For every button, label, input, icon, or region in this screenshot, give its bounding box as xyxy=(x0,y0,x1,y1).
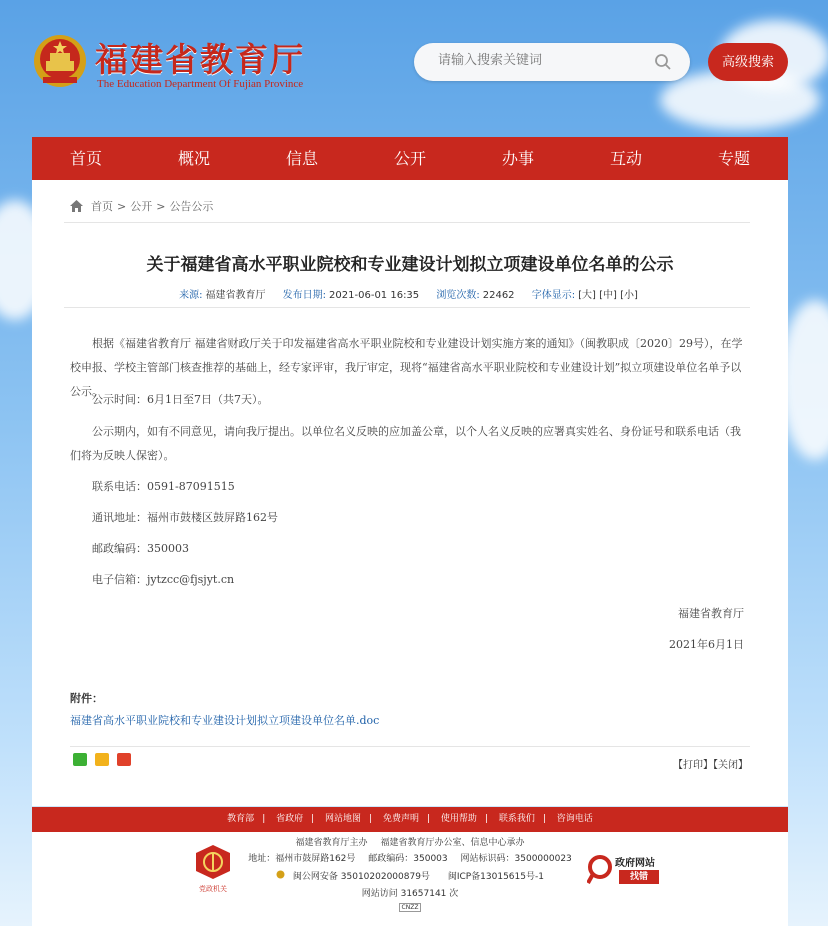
magnifier-icon xyxy=(587,852,615,886)
attachment-label: 附件： xyxy=(70,692,103,705)
share-bar xyxy=(73,753,131,766)
advanced-search-button[interactable]: 高级搜索 xyxy=(708,43,788,81)
search-input[interactable] xyxy=(436,52,650,69)
icp-record[interactable]: 闽ICP备13015615号-1 xyxy=(447,872,544,882)
attachment-link[interactable]: 福建省高水平职业院校和专业建设计划拟立项建设单位名单.doc xyxy=(70,714,380,727)
footer-link-province-gov[interactable]: 省政府 xyxy=(276,814,304,824)
article-title: 关于福建省高水平职业院校和专业建设计划拟立项建设单位名单的公示 xyxy=(146,255,674,275)
footer-separator: | xyxy=(542,814,546,824)
police-badge-icon xyxy=(276,870,285,879)
breadcrumb-home[interactable]: 首页 xyxy=(91,200,113,213)
footer-separator: | xyxy=(427,814,431,824)
source-label: 来源: xyxy=(179,290,203,301)
source-value: 福建省教育厅 xyxy=(205,290,266,301)
footer-address-line xyxy=(32,851,788,864)
footer-separator: | xyxy=(369,814,373,824)
footer-visits: 网站访问 31657141 次 xyxy=(361,889,459,899)
nav-topics[interactable]: 专题 xyxy=(717,149,750,168)
paragraph-intro: 根据《福建省教育厅 福建省财政厅关于印发福建省高水平职业院校和专业建设计划实施方案的通知》（闽教职成〔2020〕29号），在学校申报、学校主管部门核查推荐的基础上，经专家评审，我厅审定，现将“福建省高水平职业院校和专业建设计划”拟立项建设单位名单予以公示。 xyxy=(70,337,743,398)
footer-separator: | xyxy=(484,814,488,824)
cnzz-logo: CNZZ xyxy=(399,903,422,912)
gov-site-label: 政府网站 xyxy=(615,858,655,869)
nav-disclosure[interactable]: 公开 xyxy=(393,149,426,168)
sign-date: 2021年6月1日 xyxy=(669,638,744,651)
party-gov-label: 党政机关 xyxy=(199,885,227,893)
footer-separator: | xyxy=(311,814,315,824)
paragraph-period: 公示时间：6月1日至7日（共7天）。 xyxy=(92,393,269,406)
views-value: 22462 xyxy=(482,290,515,301)
site-title[interactable]: 福建省教育厅 xyxy=(95,40,305,79)
footer-site-id: 网站标识码：3500000023 xyxy=(460,854,572,864)
paragraph-objection: 公示期内，如有不同意见，请向我厅提出。以单位名义反映的应加盖公章，以个人名义反映的应署真实姓名、身份证号和联系电话（我们将为反映人保密）。 xyxy=(70,425,741,462)
nav-overview[interactable]: 概况 xyxy=(177,149,210,168)
date-value: 2021-06-01 16:35 xyxy=(329,290,420,301)
contact-phone: 联系电话：0591-87091515 xyxy=(92,480,235,493)
print-close-links[interactable]: 【打印】【关闭】 xyxy=(673,760,748,771)
footer-link-help[interactable]: 使用帮助 xyxy=(440,814,477,824)
breadcrumb-disclosure[interactable]: 公开 xyxy=(130,200,153,213)
footer-links xyxy=(32,807,788,832)
font-size-label: 字体显示: xyxy=(531,290,576,301)
nav-services[interactable]: 办事 xyxy=(501,149,534,168)
breadcrumb-notices[interactable]: 公告公示 xyxy=(169,200,214,213)
footer-undertaker: 福建省教育厅办公室、信息中心承办 xyxy=(380,838,525,848)
search-box[interactable] xyxy=(414,43,690,81)
views-label: 浏览次数: xyxy=(436,290,480,301)
footer-host: 福建省教育厅主办 xyxy=(295,838,368,848)
article-card xyxy=(32,180,788,806)
main-nav xyxy=(32,137,788,180)
site-subtitle-en: The Education Department Of Fujian Province xyxy=(97,78,304,90)
divider xyxy=(70,746,750,747)
footer-host-line xyxy=(32,835,788,848)
footer-link-moe[interactable]: 教育部 xyxy=(227,814,255,824)
find-error-label: 找错 xyxy=(619,870,659,884)
footer-separator: | xyxy=(262,814,266,824)
contact-postcode: 邮政编码：350003 xyxy=(92,542,189,555)
divider xyxy=(64,307,750,308)
breadcrumb xyxy=(70,198,213,214)
footer-info xyxy=(32,832,788,926)
contact-address: 通讯地址：福州市鼓楼区鼓屏路162号 xyxy=(92,511,278,524)
divider xyxy=(64,222,750,223)
home-icon[interactable] xyxy=(70,200,83,212)
date-label: 发布日期: xyxy=(282,290,327,301)
nav-home[interactable]: 首页 xyxy=(69,149,102,168)
breadcrumb-separator: > xyxy=(117,199,127,213)
font-size-options[interactable]: [大] [中] [小] xyxy=(578,290,638,301)
footer-link-sitemap[interactable]: 网站地图 xyxy=(325,814,362,824)
search-icon[interactable] xyxy=(654,53,672,71)
cnzz-stats[interactable] xyxy=(32,902,788,912)
footer-postcode: 邮政编码：350003 xyxy=(368,854,448,864)
footer-link-disclaimer[interactable]: 免费声明 xyxy=(382,814,419,824)
footer-link-contact[interactable]: 联系我们 xyxy=(498,814,535,824)
gov-site-error-report[interactable] xyxy=(587,852,665,886)
police-record[interactable]: 闽公网安备 35010202000879号 xyxy=(276,872,435,882)
nav-interaction[interactable]: 互动 xyxy=(609,149,642,168)
footer-address: 地址：福州市鼓屏路162号 xyxy=(248,854,356,864)
article-meta xyxy=(32,286,788,301)
nav-information[interactable]: 信息 xyxy=(285,149,318,168)
footer-record-line xyxy=(32,869,788,882)
footer-link-hotline[interactable]: 咨询电话 xyxy=(556,814,593,824)
weibo-share-icon[interactable] xyxy=(117,753,131,766)
contact-email: 电子信箱：jytzcc@fjsjyt.cn xyxy=(92,573,235,586)
national-emblem-icon xyxy=(33,33,87,89)
signature: 福建省教育厅 xyxy=(678,607,744,620)
qzone-share-icon[interactable] xyxy=(95,753,109,766)
wechat-share-icon[interactable] xyxy=(73,753,87,766)
breadcrumb-separator: > xyxy=(156,199,166,213)
